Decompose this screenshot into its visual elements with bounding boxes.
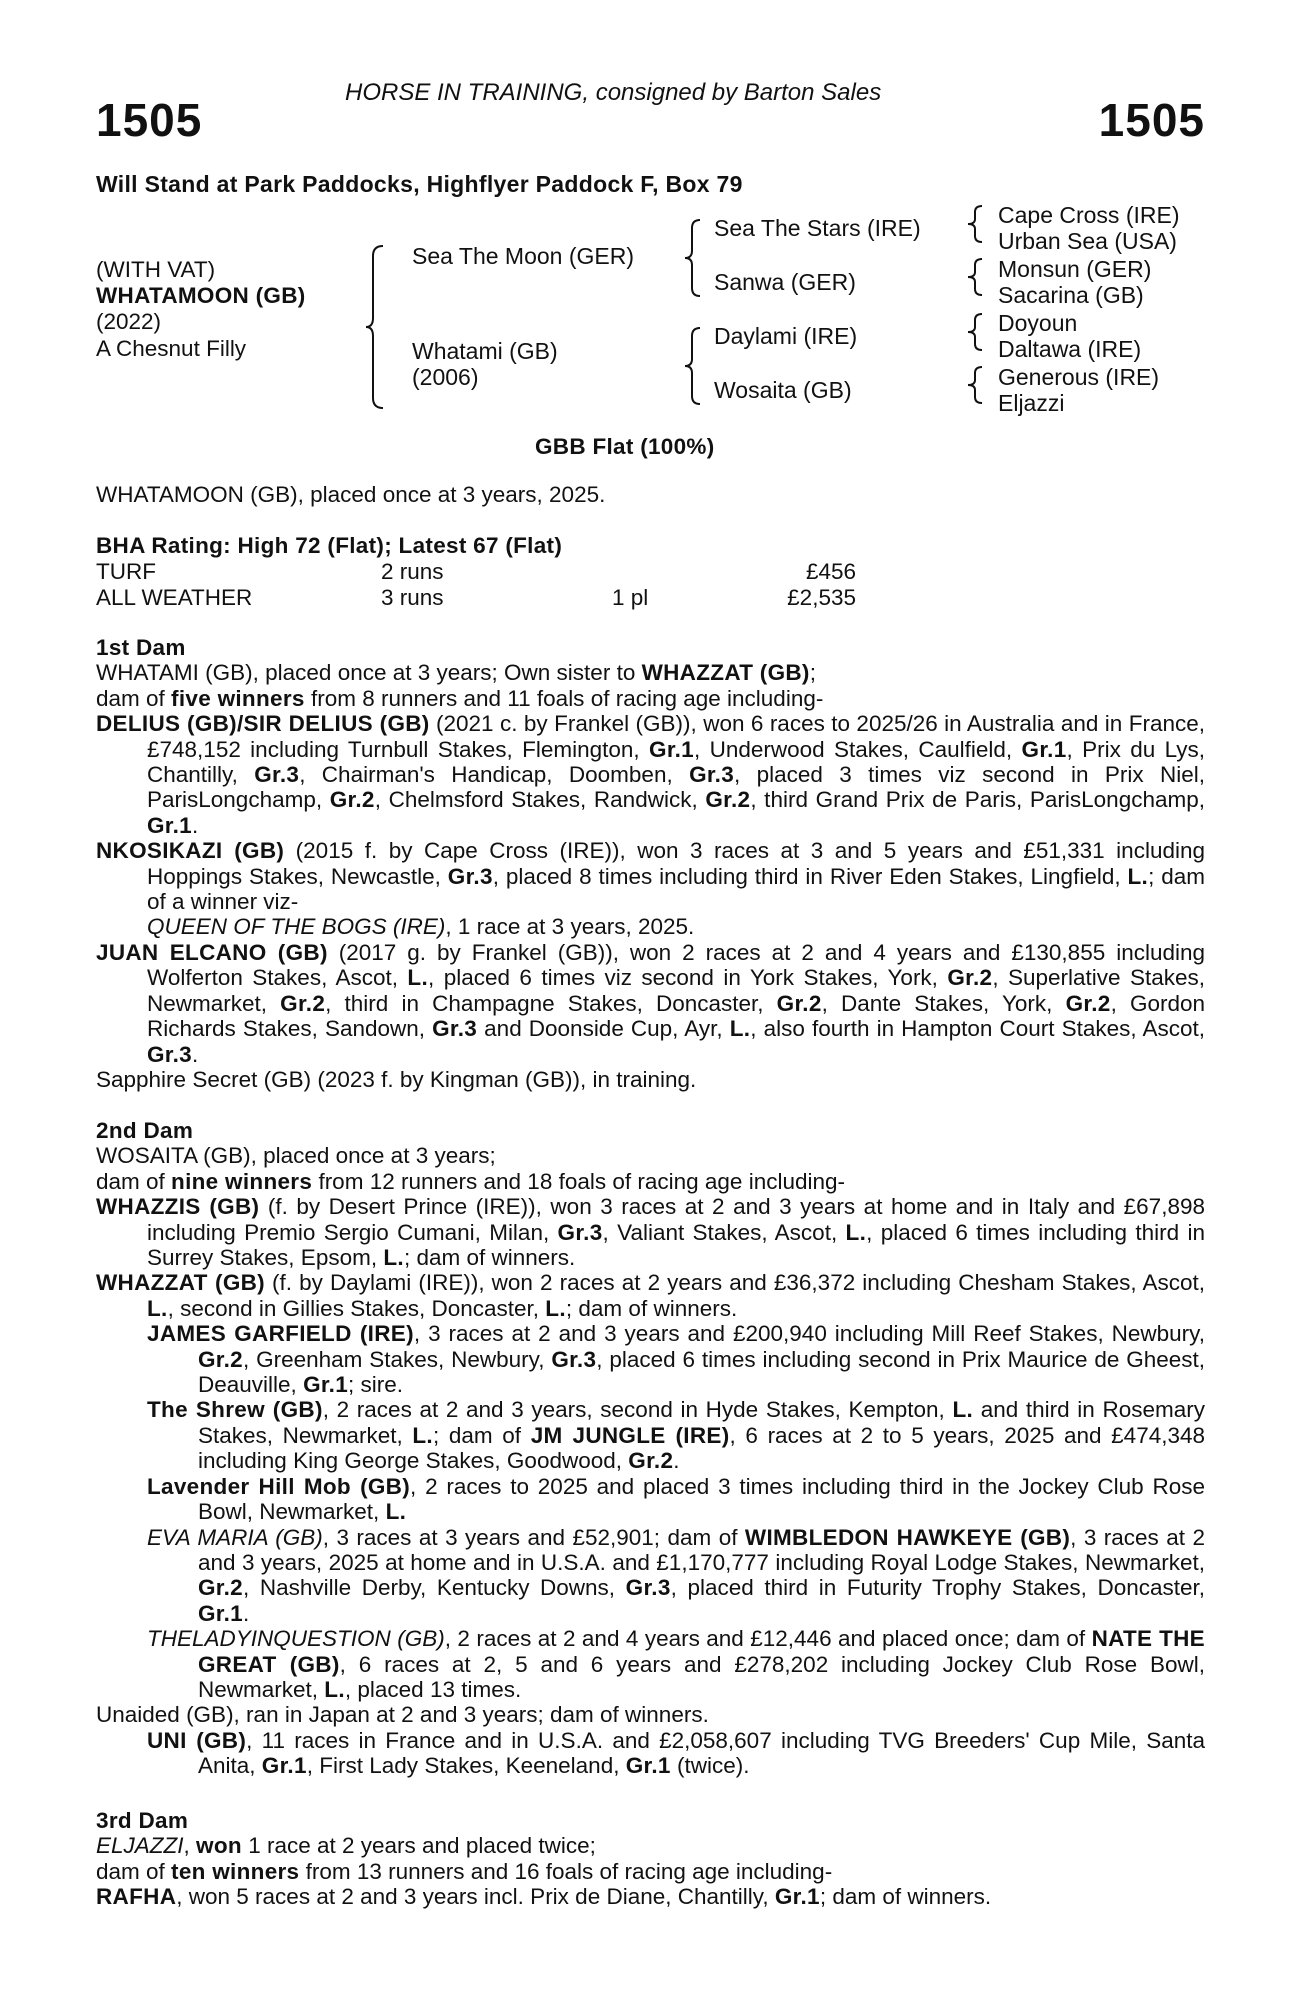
- stats-placed: 1 pl: [612, 585, 649, 610]
- pedigree-sire-dam: Sanwa (GER): [714, 269, 856, 295]
- dam-record: dam of ten winners from 13 runners and 16 foals of racing age including-: [96, 1858, 833, 1884]
- pedigree-g3: Monsun (GER): [998, 256, 1152, 282]
- produce-entry: RAFHA, won 5 races at 2 and 3 years incl. Prix de Diane, Chantilly, Gr.1; dam of winners.: [96, 1884, 992, 1910]
- pedigree-g1: Cape Cross (IRE): [998, 202, 1180, 228]
- stats-row-turf: [96, 559, 856, 585]
- vat-label: (WITH VAT): [96, 257, 216, 282]
- horse-name: WHATAMOON (GB): [96, 283, 306, 308]
- dam-record: dam of five winners from 8 runners and 11 foals of racing age including-: [96, 685, 824, 711]
- horse-description: A Chesnut Filly: [96, 336, 247, 361]
- dam-line: ELJAZZI, won 1 race at 2 years and placed twice;: [96, 1833, 596, 1859]
- stats-surface: ALL WEATHER: [96, 585, 253, 610]
- pedigree-g7: Generous (IRE): [998, 364, 1160, 390]
- produce-sub-entry: UNI (GB), 11 races in France and in U.S.A. and £2,058,607 including TVG Breeders' Cup Mile, Santa Anita, Gr.1, First Lady Stakes, Keeneland, Gr.1 (twice).: [147, 1727, 1205, 1779]
- consignment-header: HORSE IN TRAINING, consigned by Barton Sales: [345, 79, 882, 106]
- produce-sub-entry: The Shrew (GB), 2 races at 2 and 3 years, second in Hyde Stakes, Kempton, L. and third in Rosemary Stakes, Newmarket, L.; dam of JM JUNGLE (IRE), 6 races at 2 to 5 years, 2025 and £474,348 including King George Stakes, Goodwood, Gr.2.: [147, 1397, 1206, 1474]
- pedigree-brace-g2: [966, 257, 986, 297]
- gbb-label: GBB Flat (100%): [535, 434, 715, 459]
- dam-line: WHATAMI (GB), placed once at 3 years; Own sister to WHAZZAT (GB);: [96, 660, 816, 686]
- produce-entry: Unaided (GB), ran in Japan at 2 and 3 years; dam of winners.: [96, 1702, 709, 1728]
- bha-rating: BHA Rating: High 72 (Flat); Latest 67 (Flat): [96, 533, 563, 558]
- produce-sub-entry: QUEEN OF THE BOGS (IRE), 1 race at 3 years, 2025.: [147, 914, 695, 940]
- pedigree-g5: Doyoun: [998, 310, 1078, 336]
- section-title: 3rd Dam: [96, 1808, 189, 1833]
- produce-sub-entry: JAMES GARFIELD (IRE), 3 races at 2 and 3 years and £200,940 including Mill Reef Stakes, Newbury, Gr.2, Greenham Stakes, Newbury, Gr.3, placed 6 times including second in Prix Maurice de Gheest, Deauville, Gr.1; sire.: [147, 1321, 1205, 1398]
- pedigree-dam-dam: Wosaita (GB): [714, 377, 852, 403]
- pedigree-dam-sire: Daylami (IRE): [714, 323, 858, 349]
- stats-runs: 3 runs: [381, 585, 444, 610]
- produce-entry: NKOSIKAZI (GB) (2015 f. by Cape Cross (IRE)), won 3 races at 3 and 5 years and £51,331 including Hoppings Stakes, Newcastle, Gr.3, placed 8 times including third in River Eden Stakes, Lingfield, L.; dam of a winner viz-: [96, 838, 1205, 915]
- pedigree-dam-year: (2006): [412, 364, 479, 390]
- produce-sub-entry: Lavender Hill Mob (GB), 2 races to 2025 and placed 3 times including third in the Jockey Club Rose Bowl, Newmarket, L.: [147, 1473, 1205, 1525]
- pedigree-g6: Daltawa (IRE): [998, 336, 1142, 362]
- pedigree-brace-sire: [684, 218, 704, 298]
- stats-runs: 2 runs: [381, 559, 444, 584]
- lot-number-left: 1505: [96, 94, 203, 146]
- first-dam-section: [96, 635, 1205, 1092]
- pedigree-brace-dam: [684, 326, 704, 406]
- pedigree-dam: Whatami (GB): [412, 338, 558, 364]
- pedigree-brace-g4: [966, 365, 986, 405]
- produce-entry: WHAZZAT (GB) (f. by Daylami (IRE)), won 2 races at 2 years and £36,372 including Chesham Stakes, Ascot, L., second in Gillies Stakes, Doncaster, L.; dam of winners.: [96, 1270, 1205, 1321]
- stats-earnings: £2,535: [787, 585, 856, 610]
- produce-entry: JUAN ELCANO (GB) (2017 g. by Frankel (GB)), won 2 races at 2 and 4 years and £130,855 including Wolferton Stakes, Ascot, L., placed 6 times viz second in York Stakes, York, Gr.2, Superlative Stakes, Newmarket, Gr.2, third in Champagne Stakes, Doncaster, Gr.2, Dante Stakes, York, Gr.2, Gordon Richards Stakes, Sandown, Gr.3 and Doonside Cup, Ayr, L., also fourth in Hampton Court Stakes, Ascot, Gr.3.: [96, 939, 1206, 1067]
- location-line: Will Stand at Park Paddocks, Highflyer Paddock F, Box 79: [96, 171, 743, 197]
- dam-record: dam of nine winners from 12 runners and 18 foals of racing age including-: [96, 1168, 846, 1194]
- section-title: 2nd Dam: [96, 1118, 194, 1143]
- second-dam-section: [96, 1118, 1205, 1779]
- produce-sub-entry: THELADYINQUESTION (GB), 2 races at 2 and 4 years and £12,446 and placed once; dam of NATE THE GREAT (GB), 6 races at 2, 5 and 6 years and £278,202 including Jockey Club Rose Bowl, Newmarket, L., placed 13 times.: [147, 1626, 1205, 1702]
- third-dam-section: [96, 1808, 1205, 1910]
- stats-earnings: £456: [805, 559, 856, 584]
- horse-year: (2022): [96, 309, 162, 334]
- pedigree-g4: Sacarina (GB): [998, 282, 1144, 308]
- pedigree-sire-sire: Sea The Stars (IRE): [714, 215, 921, 241]
- pedigree-brace-main: [365, 244, 387, 410]
- summary-line: WHATAMOON (GB), placed once at 3 years, 2025.: [96, 482, 606, 507]
- lot-number-right: 1505: [1098, 94, 1205, 146]
- pedigree-sire: Sea The Moon (GER): [412, 243, 635, 269]
- stats-row-all-weather: [96, 585, 856, 611]
- section-title: 1st Dam: [96, 635, 186, 660]
- produce-entry: DELIUS (GB)/SIR DELIUS (GB) (2021 c. by Frankel (GB)), won 6 races to 2025/26 in Australia and in France, £748,152 including Turnbull Stakes, Flemington, Gr.1, Underwood Stakes, Caulfield, Gr.1, Prix du Lys, Chantilly, Gr.3, Chairman's Handicap, Doomben, Gr.3, placed 3 times viz second in Prix Niel, ParisLongchamp, Gr.2, Chelmsford Stakes, Randwick, Gr.2, third Grand Prix de Paris, ParisLongchamp, Gr.1.: [96, 711, 1205, 838]
- pedigree-g8: Eljazzi: [998, 390, 1065, 416]
- dam-line: WOSAITA (GB), placed once at 3 years;: [96, 1143, 496, 1169]
- pedigree-brace-g3: [966, 312, 986, 352]
- produce-entry: Sapphire Secret (GB) (2023 f. by Kingman (GB)), in training.: [96, 1066, 697, 1092]
- produce-sub-entry: EVA MARIA (GB), 3 races at 3 years and £52,901; dam of WIMBLEDON HAWKEYE (GB), 3 races at 2 and 3 years, 2025 at home and in U.S.A. and £1,170,777 including Royal Lodge Stakes, Newmarket, Gr.2, Nashville Derby, Kentucky Downs, Gr.3, placed third in Futurity Trophy Stakes, Doncaster, Gr.1.: [147, 1524, 1205, 1626]
- produce-entry: WHAZZIS (GB) (f. by Desert Prince (IRE)), won 3 races at 2 and 3 years at home and in Italy and £67,898 including Premio Sergio Cumani, Milan, Gr.3, Valiant Stakes, Ascot, L., placed 6 times including third in Surrey Stakes, Epsom, L.; dam of winners.: [96, 1194, 1205, 1271]
- pedigree-g2: Urban Sea (USA): [998, 228, 1177, 254]
- pedigree-brace-g1: [966, 204, 986, 244]
- stats-surface: TURF: [96, 559, 156, 584]
